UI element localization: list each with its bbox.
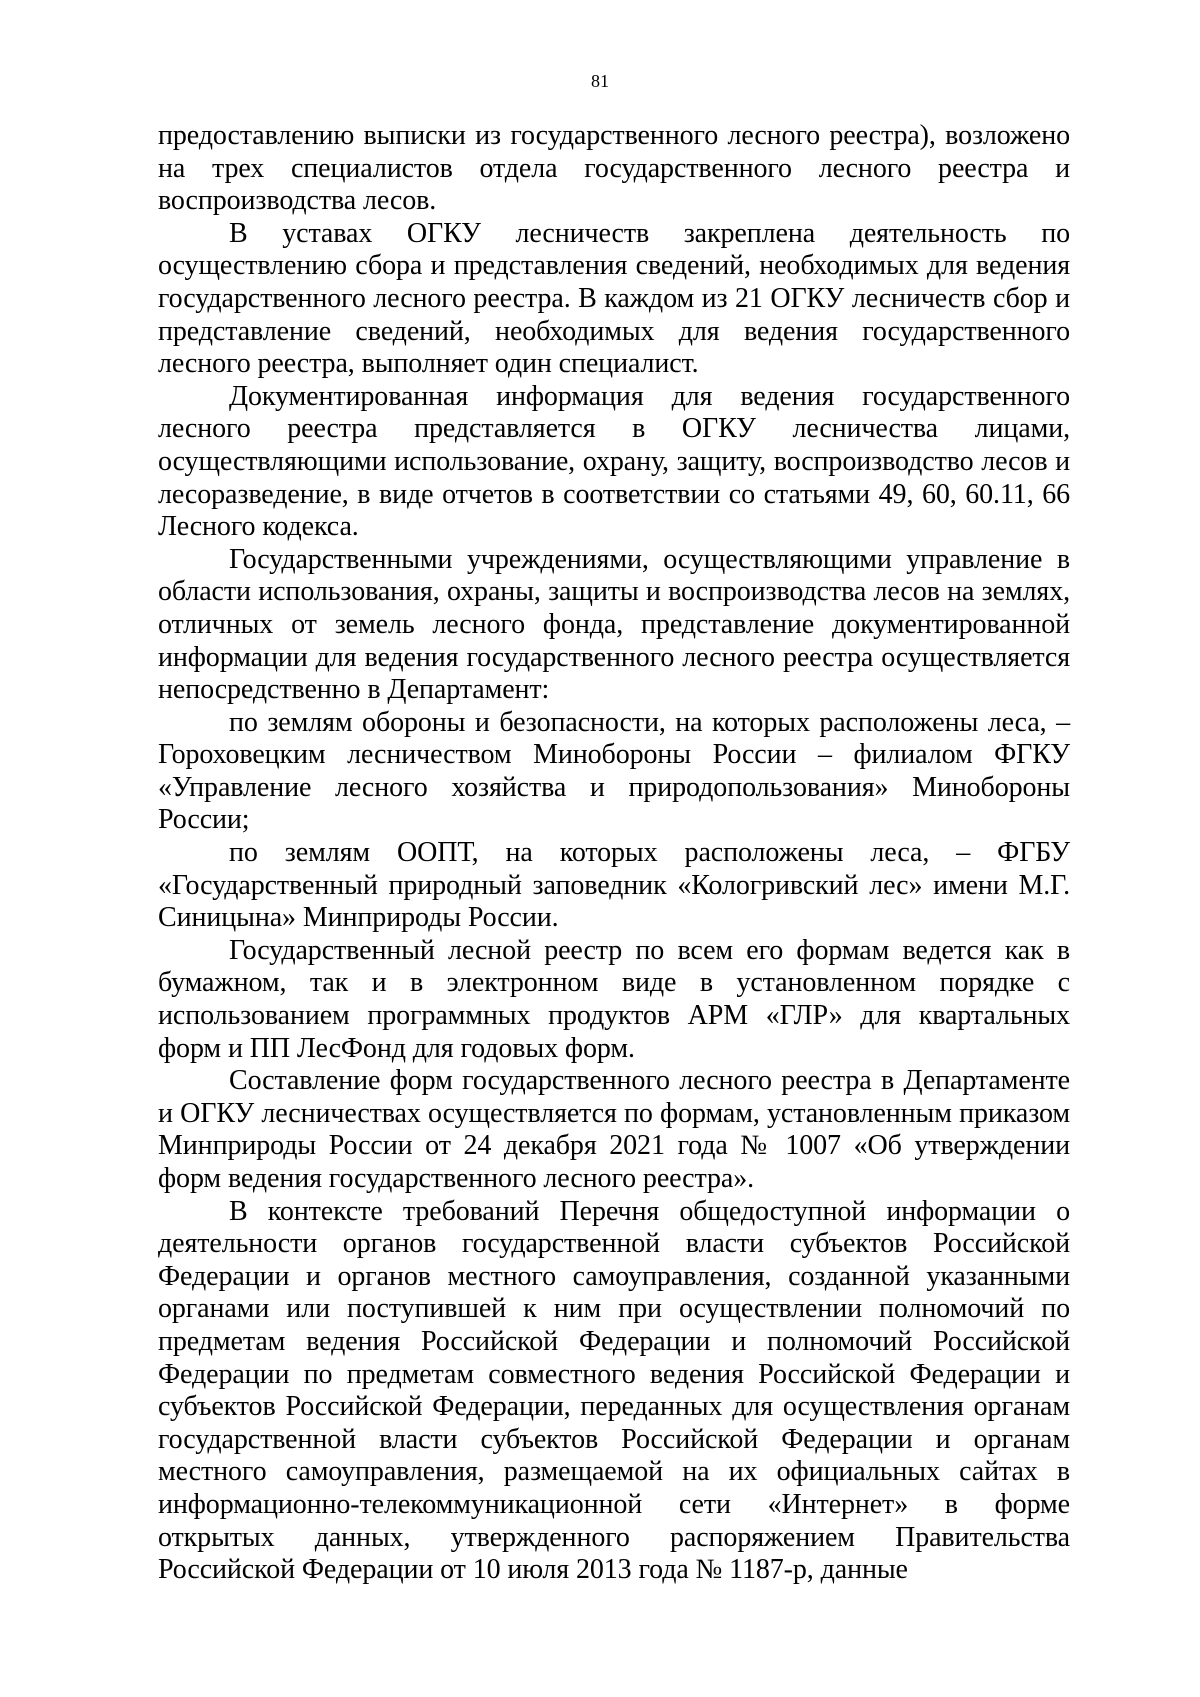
paragraph-7: Государственный лесной реестр по всем его формам ведется как в бумажном, так и в электронном виде в установленном порядке с использованием программных продуктов АРМ «ГЛР» для квартальных форм и ПП ЛесФонд для годовых форм. — [158, 934, 1070, 1064]
page-number: 81 — [591, 71, 609, 91]
paragraph-2: В уставах ОГКУ лесничеств закреплена деятельность по осуществлению сбора и представления сведений, необходимых для ведения государственного лесного реестра. В каждом из 21 ОГКУ лесничеств сбор и представление сведений, необходимых для ведения государственного лесного реестра, выполняет один специалист. — [158, 217, 1070, 380]
paragraph-4: Государственными учреждениями, осуществляющими управление в области использования, охраны, защиты и воспроизводства лесов на землях, отличных от земель лесного фонда, представление документированной информации для ведения государственного лесного реестра осуществляется непосредственно в Департамент: — [158, 543, 1070, 706]
paragraph-5: по землям обороны и безопасности, на которых расположены леса, – Гороховецким лесничеством Минобороны России – филиалом ФГКУ «Управление лесного хозяйства и природопользования» Минобороны России; — [158, 706, 1070, 836]
document-body — [158, 120, 1070, 1587]
paragraph-6: по землям ООПТ, на которых расположены леса, – ФГБУ «Государственный природный заповедник «Кологривский лес» имени М.Г. Синицына» Минприроды России. — [158, 837, 1070, 934]
paragraph-9: В контексте требований Перечня общедоступной информации о деятельности органов государственной власти субъектов Российской Федерации и органов местного самоуправления, созданной указанными органами или поступившей к ним при осуществлении полномочий по предметам ведения Российской Федерации и полномочий Российской Федерации по предметам совместного ведения Российской Федерации и субъектов Российской Федерации, переданных для осуществления органам государственной власти субъектов Российской Федерации и органам местного самоуправления, размещаемой на их официальных сайтах в информационно-телекоммуникационной сети «Интернет» в форме открытых данных, утвержденного распоряжением Правительства Российской Федерации от 10 июля 2013 года № 1187-р, данные — [158, 1195, 1070, 1586]
paragraph-1: предоставлению выписки из государственного лесного реестра), возложено на трех специалистов отдела государственного лесного реестра и воспроизводства лесов. — [158, 120, 1070, 217]
paragraph-3: Документированная информация для ведения государственного лесного реестра представляется в ОГКУ лесничества лицами, осуществляющими использование, охрану, защиту, воспроизводство лесов и лесоразведение, в виде отчетов в соответствии со статьями 49, 60, 60.11, 66 Лесного кодекса. — [158, 380, 1070, 543]
paragraph-8: Составление форм государственного лесного реестра в Департаменте и ОГКУ лесничествах осуществляется по формам, установленным приказом Минприроды России от 24 декабря 2021 года № 1007 «Об утверждении форм ведения государственного лесного реестра». — [158, 1065, 1070, 1194]
